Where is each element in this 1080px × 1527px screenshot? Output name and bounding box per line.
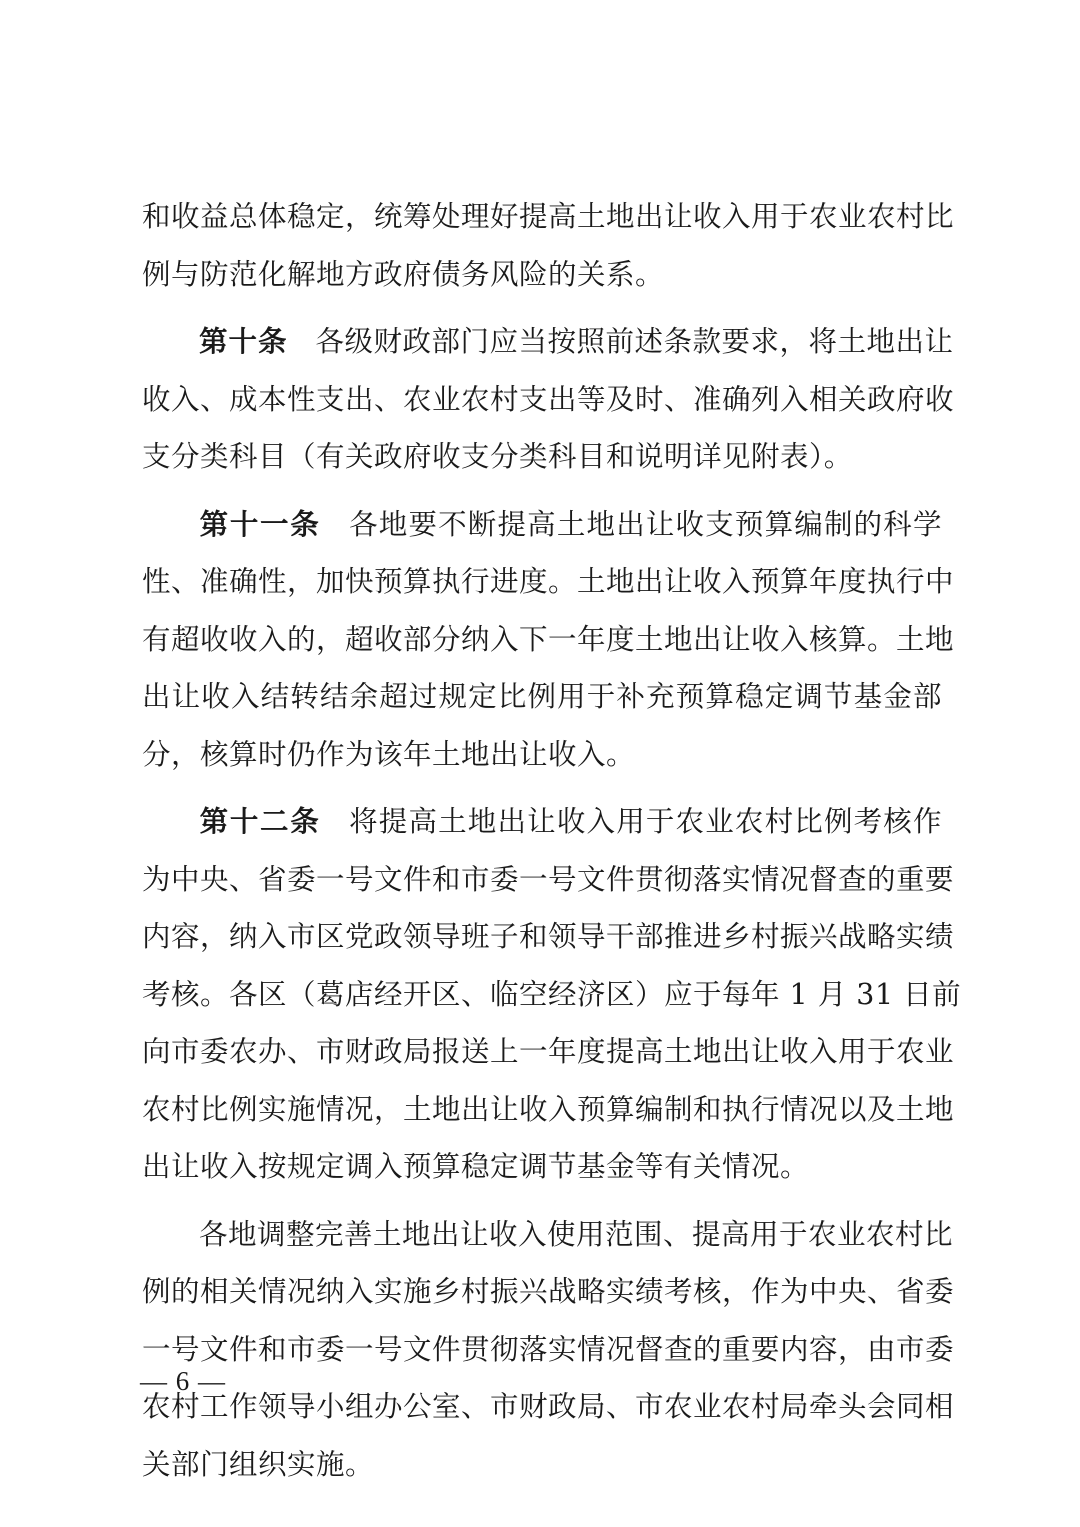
text-line: 例与防范化解地方政府债务风险的关系。 xyxy=(142,257,665,291)
text-line: 向市委农办、市财政局报送上一年度提高土地出让收入用于农业 xyxy=(142,1035,955,1068)
text-line: 例的相关情况纳入实施乡村振兴战略实绩考核，作为中央、省委 xyxy=(142,1275,955,1308)
article-10-heading: 第十条 xyxy=(199,324,288,358)
text-line: 各地要不断提高土地出让收支预算编制的科学 xyxy=(348,507,942,541)
text-line: 将提高土地出让收入用于农业农村比例考核作 xyxy=(348,805,942,838)
text-line: 农村比例实施情况，土地出让收入预算编制和执行情况以及土地 xyxy=(142,1092,955,1126)
text-line: 出让收入按规定调入预算稳定调节基金等有关情况。 xyxy=(142,1150,810,1183)
document-body xyxy=(142,188,962,1493)
text-line: 性、准确性，加快预算执行进度。土地出让收入预算年度执行中 xyxy=(142,565,955,598)
text-line: 农村工作领导小组办公室、市财政局、市农业农村局牵头会同相 xyxy=(142,1390,955,1423)
text-line: 支分类科目（有关政府收支分类科目和说明详见附表）。 xyxy=(142,440,853,473)
text-line: 为中央、省委一号文件和市委一号文件贯彻落实情况督查的重要 xyxy=(142,862,955,896)
text-line: 出让收入结转结余超过规定比例用于补充预算稳定调节基金部 xyxy=(142,680,942,713)
text-line: 内容，纳入市区党政领导班子和领导干部推进乡村振兴战略实绩 xyxy=(142,920,955,953)
article-10-paragraph xyxy=(142,313,955,486)
text-line: 考核。各区（葛店经开区、临空经济区）应于每年 1 月 31 日前 xyxy=(142,977,962,1011)
text-line: 和收益总体稳定，统筹处理好提高土地出让收入用于农业农村比 xyxy=(142,200,955,233)
text-line: 收入、成本性支出、农业农村支出等及时、准确列入相关政府收 xyxy=(142,382,955,416)
article-12-heading: 第十二条 xyxy=(199,804,321,838)
article-11-heading: 第十一条 xyxy=(199,506,321,541)
page-number: — 6 — xyxy=(140,1366,226,1396)
text-line: 有超收收入的，超收部分纳入下一年度土地出让收入核算。土地 xyxy=(142,622,955,656)
text-line: 各级财政部门应当按照前述条款要求，将土地出让 xyxy=(315,325,954,358)
article-11-paragraph xyxy=(142,496,955,784)
closing-paragraph xyxy=(142,1206,955,1494)
text-line: 一号文件和市委一号文件贯彻落实情况督查的重要内容，由市委 xyxy=(142,1332,955,1366)
article-12-paragraph xyxy=(142,793,962,1196)
text-line: 关部门组织实施。 xyxy=(142,1447,375,1481)
text-line: 分，核算时仍作为该年土地出让收入。 xyxy=(142,737,636,771)
paragraph-continuation xyxy=(142,188,955,303)
text-line: 各地调整完善土地出让收入使用范围、提高用于农业农村比 xyxy=(199,1217,954,1251)
